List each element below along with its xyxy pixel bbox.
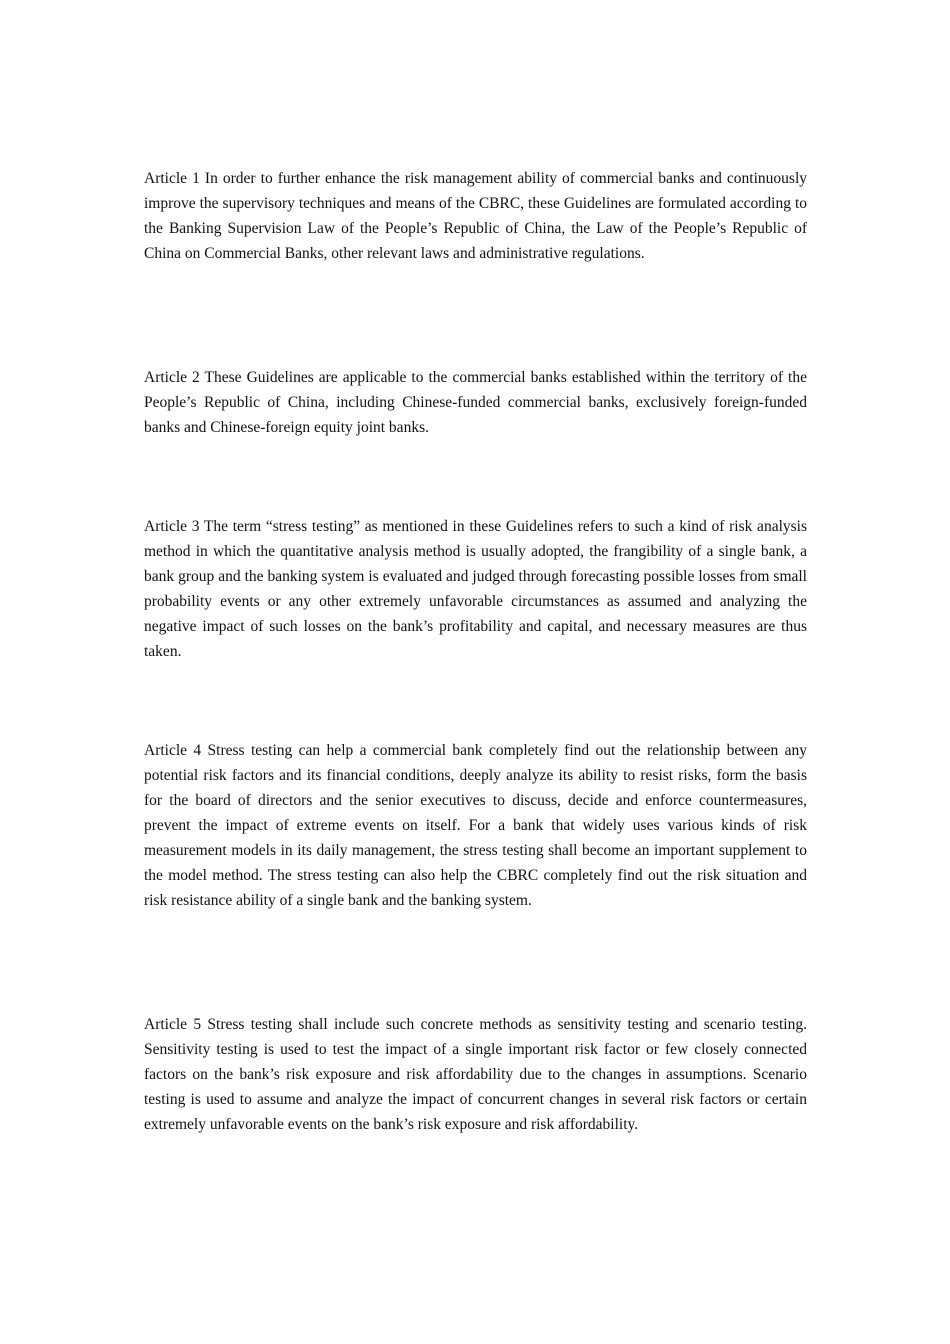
article-4-paragraph: Article 4 Stress testing can help a commercial bank completely find out the relationship between any potential risk factors and its financial conditions, deeply analyze its ability to resist risks, form the basis for the board of directors and the senior executives to discuss, decide and enforce countermeasures, prevent the impact of extreme events on itself. For a bank that widely uses various kinds of risk measurement models in its daily management, the stress testing shall become an important supplement to the model method. The stress testing can also help the CBRC completely find out the risk situation and risk resistance ability of a single bank and the banking system. [144, 742, 807, 909]
article-5-paragraph: Article 5 Stress testing shall include such concrete methods as sensitivity testing and scenario testing. Sensitivity testing is used to test the impact of a single important risk factor or few closely connected factors on the bank’s risk exposure and risk affordability due to the changes in assumptions. Scenario testing is used to assume and analyze the impact of concurrent changes in several risk factors or certain extremely unfavorable events on the bank’s risk exposure and risk affordability. [144, 1016, 807, 1133]
article-2-paragraph: Article 2 These Guidelines are applicable to the commercial banks established within the territory of the People’s Republic of China, including Chinese-funded commercial banks, exclusively foreign-funded banks and Chinese-foreign equity joint banks. [144, 369, 807, 436]
article-1-paragraph: Article 1 In order to further enhance the risk management ability of commercial banks and continuously improve the supervisory techniques and means of the CBRC, these Guidelines are formulated according to the Banking Supervision Law of the People’s Republic of China, the Law of the People’s Republic of China on Commercial Banks, other relevant laws and administrative regulations. [144, 170, 807, 262]
article-3-paragraph: Article 3 The term “stress testing” as mentioned in these Guidelines refers to such a kind of risk analysis method in which the quantitative analysis method is usually adopted, the frangibility of a single bank, a bank group and the banking system is evaluated and judged through forecasting possible losses from small probability events or any other extremely unfavorable circumstances as assumed and analyzing the negative impact of such losses on the bank’s profitability and capital, and necessary measures are thus taken. [144, 518, 807, 660]
